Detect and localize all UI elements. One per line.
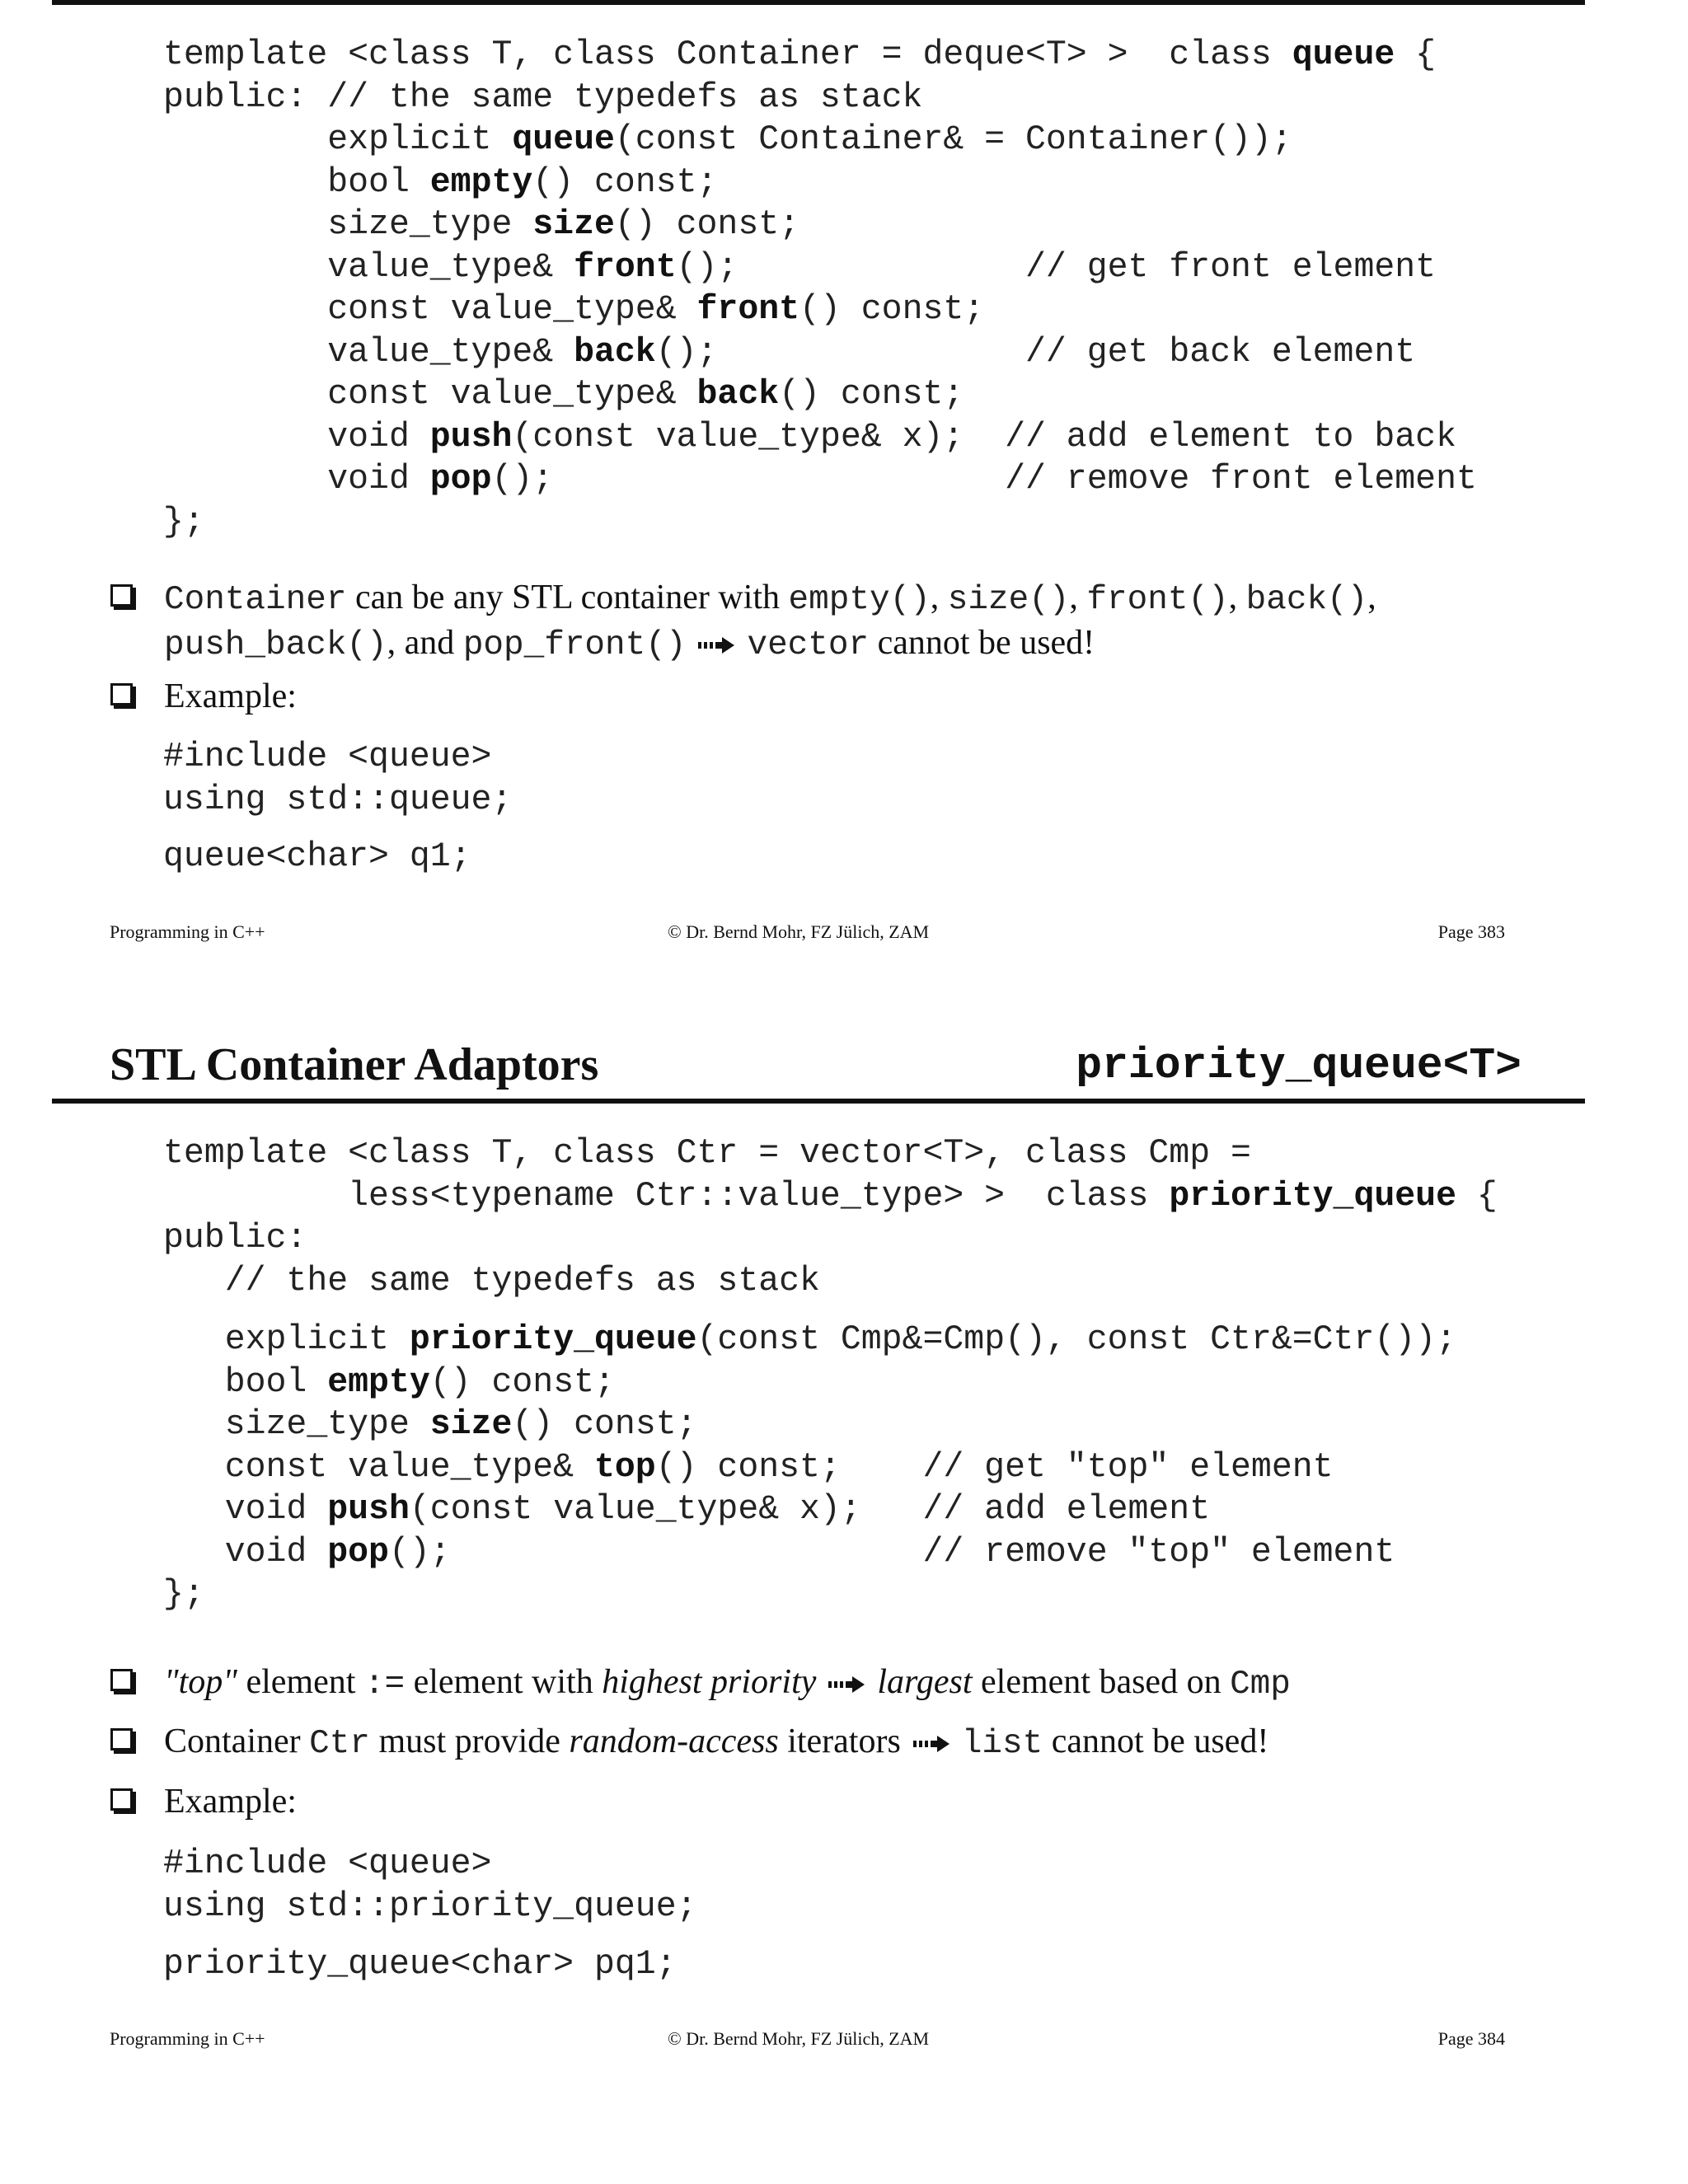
bullet-line [164,579,1376,619]
emphasis: "top" [164,1663,237,1701]
footer-left: Programming in C++ [110,921,265,942]
slide-title-code: priority_queue<T> [1076,1041,1522,1090]
text-run: { [1456,1176,1498,1216]
text-run: const value_type& [163,375,697,414]
checkbox-bullet-icon [110,683,133,705]
top-rule [52,0,1585,5]
footer-left: Programming in C++ [110,2028,265,2049]
inline-code: Container [164,581,347,619]
example-label: Example: [164,1783,297,1821]
bullet-top-element [164,1661,1291,1706]
text-run: () const; [799,290,985,329]
text-run: // the same typedefs as stack [163,1261,820,1301]
code-line: priority_queue<char> pq1; [163,1945,677,1984]
arrow-right-icon [697,636,735,654]
code-line: #include <queue> [163,1844,492,1883]
bullet-line [164,1663,817,1704]
text-run: bool [163,162,430,202]
text-run: const value_type& [163,1447,594,1487]
code-keyword: empty [429,162,533,202]
code-keyword: size [532,205,615,244]
code-keyword: push [327,1490,410,1529]
text-run: void [163,1532,328,1572]
code-line [163,1404,1456,1446]
text-run: value_type& [163,332,574,372]
text-run: (); // get back element [655,332,1416,372]
text-run: must provide [369,1722,570,1760]
title-rule [52,1099,1585,1104]
code-keyword: front [696,290,800,329]
bullet-line-cont [877,1663,1291,1704]
text-run: size_type [163,1405,430,1444]
text-run: (const value_type& x); // add element [409,1490,1211,1529]
code-keyword: priority_queue [1169,1176,1456,1216]
code-keyword: top [594,1447,656,1487]
code-line [163,1573,1456,1616]
footer-center: © Dr. Bernd Mohr, FZ Jülich, ZAM [668,2028,930,2049]
text-run: { [1395,35,1437,74]
text-run: can be any STL container with [346,579,789,616]
example-label: Example: [164,677,297,715]
code-line [163,501,1477,544]
code-line [163,77,1477,120]
text-run: element [237,1663,364,1701]
text-run: (); // remove "top" element [388,1532,1395,1572]
text-run: (const Cmp&=Cmp(), const Ctr&=Ctr()); [696,1320,1456,1359]
text-run: () const; [779,375,964,414]
bullet-line-cont [747,624,1095,662]
text-run: , [930,579,948,616]
text-run: }; [163,502,204,541]
text-run: , [1367,579,1376,616]
code-line: #include <queue> [163,738,492,776]
slide-title: STL Container Adaptors [110,1039,599,1090]
text-run: void [163,417,430,457]
code-keyword: pop [429,460,492,499]
text-run: cannot be used! [1043,1722,1269,1760]
text-run: , [1069,579,1087,616]
text-run: bool [163,1362,328,1402]
priority-queue-members-code [163,1319,1456,1616]
text-run: , and [387,624,463,662]
code-line [163,204,1477,246]
code-keyword: queue [1292,35,1395,74]
text-run: less<typename Ctr::value_type> > class [163,1176,1170,1216]
checkbox-bullet-icon [110,1788,133,1811]
text-run: Container [164,1722,310,1760]
example-code-include [163,736,512,821]
code-keyword: empty [327,1362,430,1402]
emphasis: highest priority [602,1663,817,1701]
footer-center: © Dr. Bernd Mohr, FZ Jülich, ZAM [668,921,930,942]
text-run: const value_type& [163,290,697,329]
code-line [163,416,1477,459]
text-run: () const; [532,162,718,202]
code-line [163,1531,1456,1574]
inline-code: pop_front() [462,626,687,664]
inline-code: := [363,1666,406,1704]
code-line [163,1260,1498,1303]
text-run: public: // the same typedefs as stack [163,77,923,117]
inline-code: empty() [788,581,931,619]
text-run: value_type& [163,247,574,287]
code-keyword: front [574,247,677,287]
emphasis: random-access [569,1722,779,1760]
code-line: using std::queue; [163,780,513,819]
code-line: queue<char> q1; [163,837,471,876]
arrow-right-icon [912,1735,950,1753]
bullet-container-requirements [164,576,1376,667]
inline-code: list [961,1725,1043,1763]
queue-class-code [163,34,1477,543]
inline-code: front() [1086,581,1229,619]
text-run: element with [405,1663,603,1701]
text-run: public: [163,1219,307,1258]
code-line [163,288,1477,331]
text-run: () const; [512,1405,697,1444]
text-run: explicit [163,120,513,159]
code-line [163,162,1477,204]
inline-code: Cmp [1230,1666,1291,1704]
code-line [163,1488,1456,1531]
example-code-decl [163,836,471,879]
bullet-random-access [164,1720,1268,1765]
text-run: (const Container& = Container()); [614,120,1292,159]
checkbox-bullet-icon [110,1669,133,1691]
text-run: element based on [972,1663,1231,1701]
footer-page-number: Page 383 [1437,921,1505,942]
code-line: using std::priority_queue; [163,1886,697,1926]
code-keyword: pop [327,1532,389,1572]
bullet-line [164,624,686,662]
footer-page-number: Page 384 [1437,2028,1505,2049]
text-run: (); // remove front element [491,460,1477,499]
code-line [163,246,1477,289]
text-run: (); // get front element [676,247,1437,287]
code-keyword: push [429,417,513,457]
example-code-decl [163,1943,677,1986]
code-line [163,1217,1498,1260]
inline-code: back() [1245,581,1368,619]
bullet-line [164,1722,901,1763]
code-keyword: back [574,332,656,372]
text-run: () const; [429,1362,615,1402]
text-run: size_type [163,205,533,244]
bullet-line-cont [961,1722,1269,1763]
code-keyword: size [429,1405,513,1444]
code-line [163,119,1477,162]
code-keyword: back [696,375,780,414]
text-run: void [163,1490,328,1529]
code-line [163,1361,1456,1404]
priority-queue-template-code [163,1132,1498,1302]
code-line [163,1319,1456,1361]
text-run: }; [163,1575,204,1614]
checkbox-bullet-icon [110,584,133,607]
emphasis: largest [877,1663,973,1701]
text-run: () const; [614,205,800,244]
code-line [163,373,1477,416]
code-line [163,458,1477,501]
text-run: void [163,460,430,499]
code-line [163,1175,1498,1218]
arrow-right-icon [828,1675,865,1694]
code-keyword: priority_queue [409,1320,697,1359]
inline-code: push_back() [164,626,387,664]
text-run: iterators [778,1722,901,1760]
checkbox-bullet-icon [110,1728,133,1750]
inline-code: size() [947,581,1070,619]
inline-code: vector [747,626,870,664]
text-run: , [1228,579,1246,616]
code-line [163,34,1477,77]
text-run: template <class T, class Ctr = vector<T>, class Cmp = [163,1134,1251,1173]
inline-code: Ctr [309,1725,370,1763]
code-line [163,1132,1498,1175]
code-line [163,1446,1456,1489]
text-run: explicit [163,1320,410,1359]
text-run: (const value_type& x); // add element to back [512,417,1456,457]
code-line [163,331,1477,374]
text-run: cannot be used! [869,624,1095,662]
text-run: template <class T, class Container = deque<T> > class [163,35,1292,74]
code-keyword: queue [512,120,615,159]
example-code-include [163,1843,697,1928]
text-run: () const; // get "top" element [655,1447,1334,1487]
